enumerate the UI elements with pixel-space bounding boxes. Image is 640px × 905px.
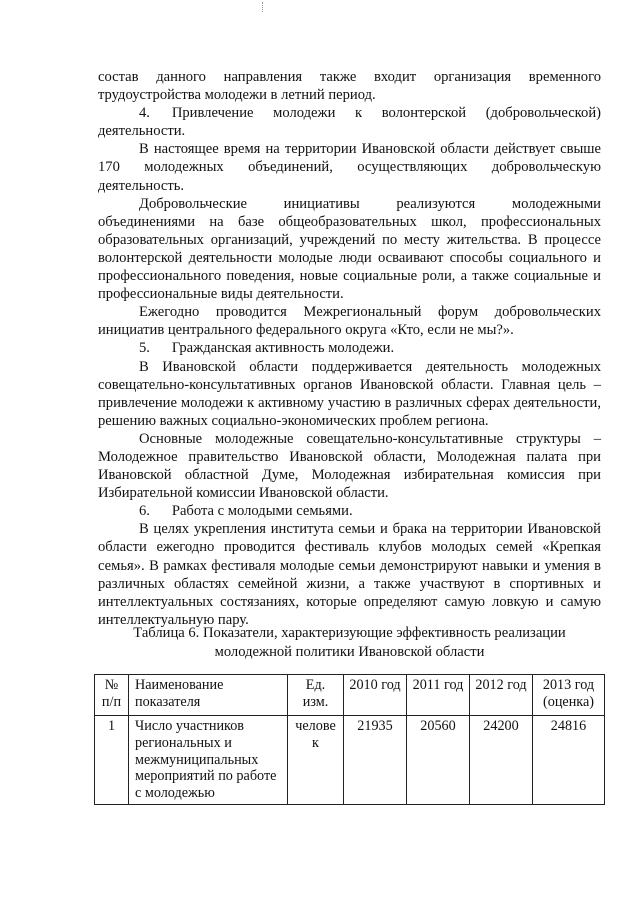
header-cell-2011: 2011 год bbox=[407, 675, 470, 716]
cell-indicator-name: Число участников региональных и межмуниципальных мероприятий по работе с молодежью bbox=[129, 716, 288, 805]
cell-value-2013: 24816 bbox=[533, 716, 605, 805]
scan-mark bbox=[262, 2, 264, 12]
cell-value-2011: 20560 bbox=[407, 716, 470, 805]
paragraph-employment-continuation: состав данного направления также входит организация временного трудоустройства молодежи в летний период. bbox=[98, 69, 601, 104]
table-caption: Таблица 6. Показатели, характеризующие эффективность реализации молодежной политики Ивановской области bbox=[133, 625, 566, 660]
header-cell-number: № п/п bbox=[95, 675, 129, 716]
table-header-row bbox=[95, 675, 605, 716]
paragraph-youth-structures: Основные молодежные совещательно-консультативные структуры – Молодежное правительство Ивановской области, Молодежная палата при Ивановской областной Думе, Молодежная избирательная комиссия при Избирательной комиссии Ивановской области. bbox=[98, 430, 601, 502]
header-cell-2010: 2010 год bbox=[344, 675, 407, 716]
section-heading-young-families: 6. Работа с молодыми семьями. bbox=[139, 503, 353, 520]
paragraph-consultative-bodies: В Ивановской области поддерживается деятельность молодежных совещательно-консультативных органов Ивановской области. Главная цель – привлечение молодежи к активному участию в различных сферах деятельности, решению важных социально-экономических проблем региона. bbox=[98, 358, 601, 429]
section-heading-volunteering: 4. Привлечение молодежи к волонтерской (добровольческой) деятельности. bbox=[98, 105, 601, 140]
paragraph-family-festival: В целях укрепления института семьи и брака на территории Ивановской области ежегодно проводится фестиваль клубов молодых семей «Крепкая семья». В рамках фестиваля молодые семьи демонстрируют навыки и умения в различных областях семейной жизни, а также участвуют в спортивных и интеллектуальных состязаниях, которые определяют самую ловкую и самую интеллектуальную пару. bbox=[98, 521, 601, 628]
paragraph-interregional-forum: Ежегодно проводится Межрегиональный форум добровольческих инициатив центрального федерального округа «Кто, если не мы?». bbox=[98, 304, 601, 339]
cell-row-number: 1 bbox=[95, 716, 129, 805]
section-heading-civic-activity: 5. Гражданская активность молодежи. bbox=[139, 340, 395, 357]
paragraph-youth-associations: В настоящее время на территории Ивановской области действует свыше 170 молодежных объединений, осуществляющих добровольческую деятельность. bbox=[98, 141, 601, 194]
indicators-table bbox=[94, 674, 605, 805]
header-cell-2012: 2012 год bbox=[470, 675, 533, 716]
cell-value-2010: 21935 bbox=[344, 716, 407, 805]
header-cell-unit: Ед. изм. bbox=[288, 675, 344, 716]
cell-unit: челове к bbox=[288, 716, 344, 805]
paragraph-volunteer-initiatives: Добровольческие инициативы реализуются молодежными объединениями на базе общеобразовательных школ, профессиональных образовательных организаций, учреждений по месту жительства. В процессе волонтерской деятельности молодые люди осваивают способы социального и профессионального поведения, новые социальные роли, а также социальные и профессиональные виды деятельности. bbox=[98, 195, 601, 303]
header-cell-2013: 2013 год (оценка) bbox=[533, 675, 605, 716]
cell-value-2012: 24200 bbox=[470, 716, 533, 805]
body-text bbox=[98, 68, 601, 629]
header-cell-indicator: Наименование показателя bbox=[129, 675, 288, 716]
table-row bbox=[95, 716, 605, 805]
